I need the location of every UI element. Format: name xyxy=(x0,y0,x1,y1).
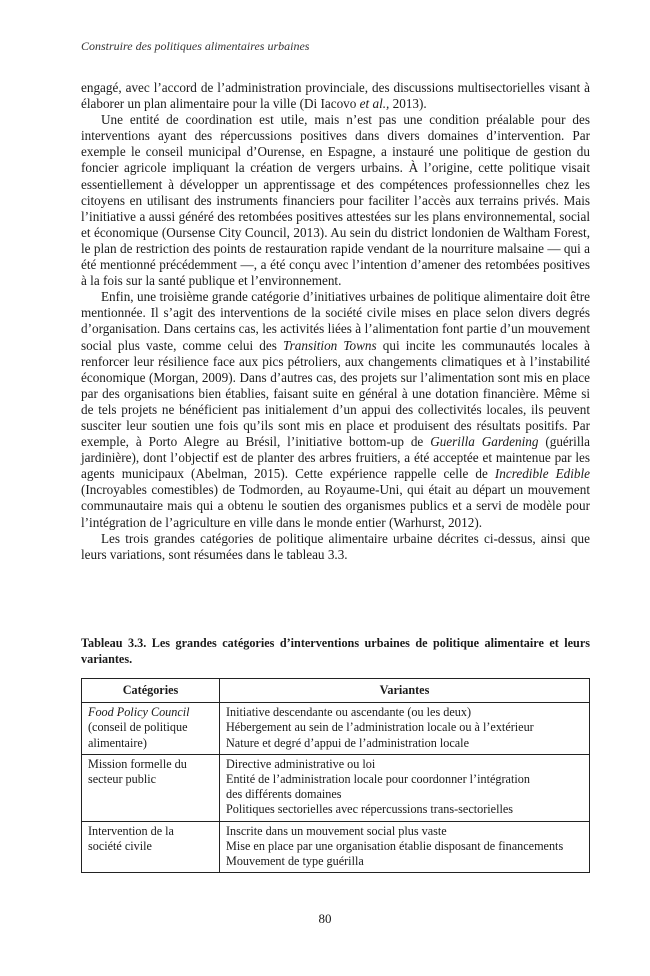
italic-text: Transition Towns xyxy=(283,337,377,353)
body-text xyxy=(81,80,590,563)
text-run: Enfin, une troisième grande catégorie d’initiatives urbaines de politique alimentaire doit être mentionnée. Il s’agit des interventions de la société civile mises en place selon divers degrés d’organisation. Dans certains cas, les activités liées à l’alimentation font partie d’un mouvement social plus vaste, comme celui des xyxy=(81,289,590,353)
text-run: 2013). xyxy=(389,96,427,112)
italic-text: Incredible Edible xyxy=(494,466,590,482)
category-line: alimentaire) xyxy=(88,735,147,750)
text-run: qui incite les communautés locales à renforcer leur résilience face aux pics pétroliers, aux changements climatiques et à l’instabilité économique (Morgan, 2009). Dans d’autres cas, des projets sur l’alimentation sont mis en place par des organisations bien établies, faisant suite en général à une dotation financière. Même si de tels projets ne bénéficient pas initialement d’un appui des collectivités locales, ils peuvent susciter leur soutien une fois qu’ils sont mis en place et produisent des résultats positifs. Par exemple, à Porto Alegre au Brésil, l’initiative bottom-up de xyxy=(81,337,590,450)
page-number: 80 xyxy=(318,911,332,926)
category-line: Intervention de la xyxy=(88,823,174,838)
italic-text: et al., xyxy=(359,96,390,112)
variant-line: Inscrite dans un mouvement social plus vaste xyxy=(226,823,447,838)
variant-line: Directive administrative ou loi xyxy=(226,756,376,771)
variant-line: Nature et degré d’appui de l’administration locale xyxy=(226,735,469,750)
paragraph xyxy=(81,112,590,289)
category-cell xyxy=(82,821,220,873)
category-cell xyxy=(82,754,220,821)
variants-cell xyxy=(220,821,590,873)
category-cell xyxy=(82,703,220,755)
variant-line: Mouvement de type guérilla xyxy=(226,854,364,869)
table-caption: Tableau 3.3. Les grandes catégories d’interventions urbaines de politique alimentaire et leurs variantes. xyxy=(81,636,590,666)
text-run: engagé, avec l’accord de l’administration provinciale, des discussions multisectorielles visant à élaborer un plan alimentaire pour la ville (Di Iacovo xyxy=(81,80,590,112)
category-line: société civile xyxy=(88,838,152,853)
variants-cell xyxy=(220,754,590,821)
text-run: (guérilla jardinière), dont l’objectif est de planter des arbres fruitiers, a été acceptée et maintenue par les agents municipaux (Abelman, 2015). Cette expérience rappelle celle de xyxy=(81,434,591,482)
table-header-row xyxy=(82,679,590,703)
variant-line: Initiative descendante ou ascendante (ou les deux) xyxy=(226,705,472,720)
running-header: Construire des politiques alimentaires urbaines xyxy=(81,39,310,53)
category-line: Food Policy Council xyxy=(88,705,190,720)
variant-line: Mise en place par une organisation établie disposant de financements xyxy=(226,838,564,853)
table-row xyxy=(82,754,590,821)
text-run: Une entité de coordination est utile, mais n’est pas une condition préalable pour des interventions ayant des répercussions positives dans divers domaines d’intervention. Par exemple le conseil municipal d’Ourense, en Espagne, a instauré une politique de gestion du foncier agricole impliquant la création de vergers urbains. À l’origine, cette politique visait essentiellement à développer un apprentissage et des compétences professionnelles chez les citoyens en utilisant des instruments financiers pour faciliter l’accès aux terrains privés. Mais l’initiative a aussi généré des retombées positives attestées sur les plans environnemental, social et économique (Oursense City Council, 2013). Au sein du district londonien de Waltham Forest, le plan de restriction des points de restauration rapide vendant de la nourriture malsaine — qui a été mentionné précédemment —, a été conçu avec l’intention d’amener des retombées positives à la fois sur la santé publique et l’environnement. xyxy=(81,112,590,289)
variant-line: des différents domaines xyxy=(226,787,342,802)
variant-line: Entité de l’administration locale pour coordonner l’intégration xyxy=(226,772,530,787)
variants-cell xyxy=(220,703,590,755)
paragraph xyxy=(81,80,590,112)
table-row xyxy=(82,821,590,873)
variant-line: Politiques sectorielles avec répercussions trans-sectorielles xyxy=(226,802,513,817)
paragraph xyxy=(81,289,590,530)
variant-line: Hébergement au sein de l’administration locale ou à l’extérieur xyxy=(226,720,534,735)
categories-table xyxy=(81,678,590,873)
category-line: Mission formelle du xyxy=(88,756,187,771)
header-variants: Variantes xyxy=(220,679,590,703)
header-categories: Catégories xyxy=(82,679,220,703)
text-run: Les trois grandes catégories de politique alimentaire urbaine décrites ci-dessus, ainsi que leurs variations, sont résumées dans le tableau 3.3. xyxy=(81,530,590,562)
category-line: secteur public xyxy=(88,772,157,787)
table-row xyxy=(82,703,590,755)
paragraph xyxy=(81,531,590,563)
text-run: (Incroyables comestibles) de Todmorden, au Royaume-Uni, qui était au départ un mouvement communautaire mais qui a obtenu le soutien des organismes publics et a servi de modèle pour l’intégration de l’agriculture en ville dans le monde entier (Warhurst, 2012). xyxy=(81,482,590,530)
italic-text: Guerilla Gardening xyxy=(430,434,539,450)
category-line: (conseil de politique xyxy=(88,720,188,735)
